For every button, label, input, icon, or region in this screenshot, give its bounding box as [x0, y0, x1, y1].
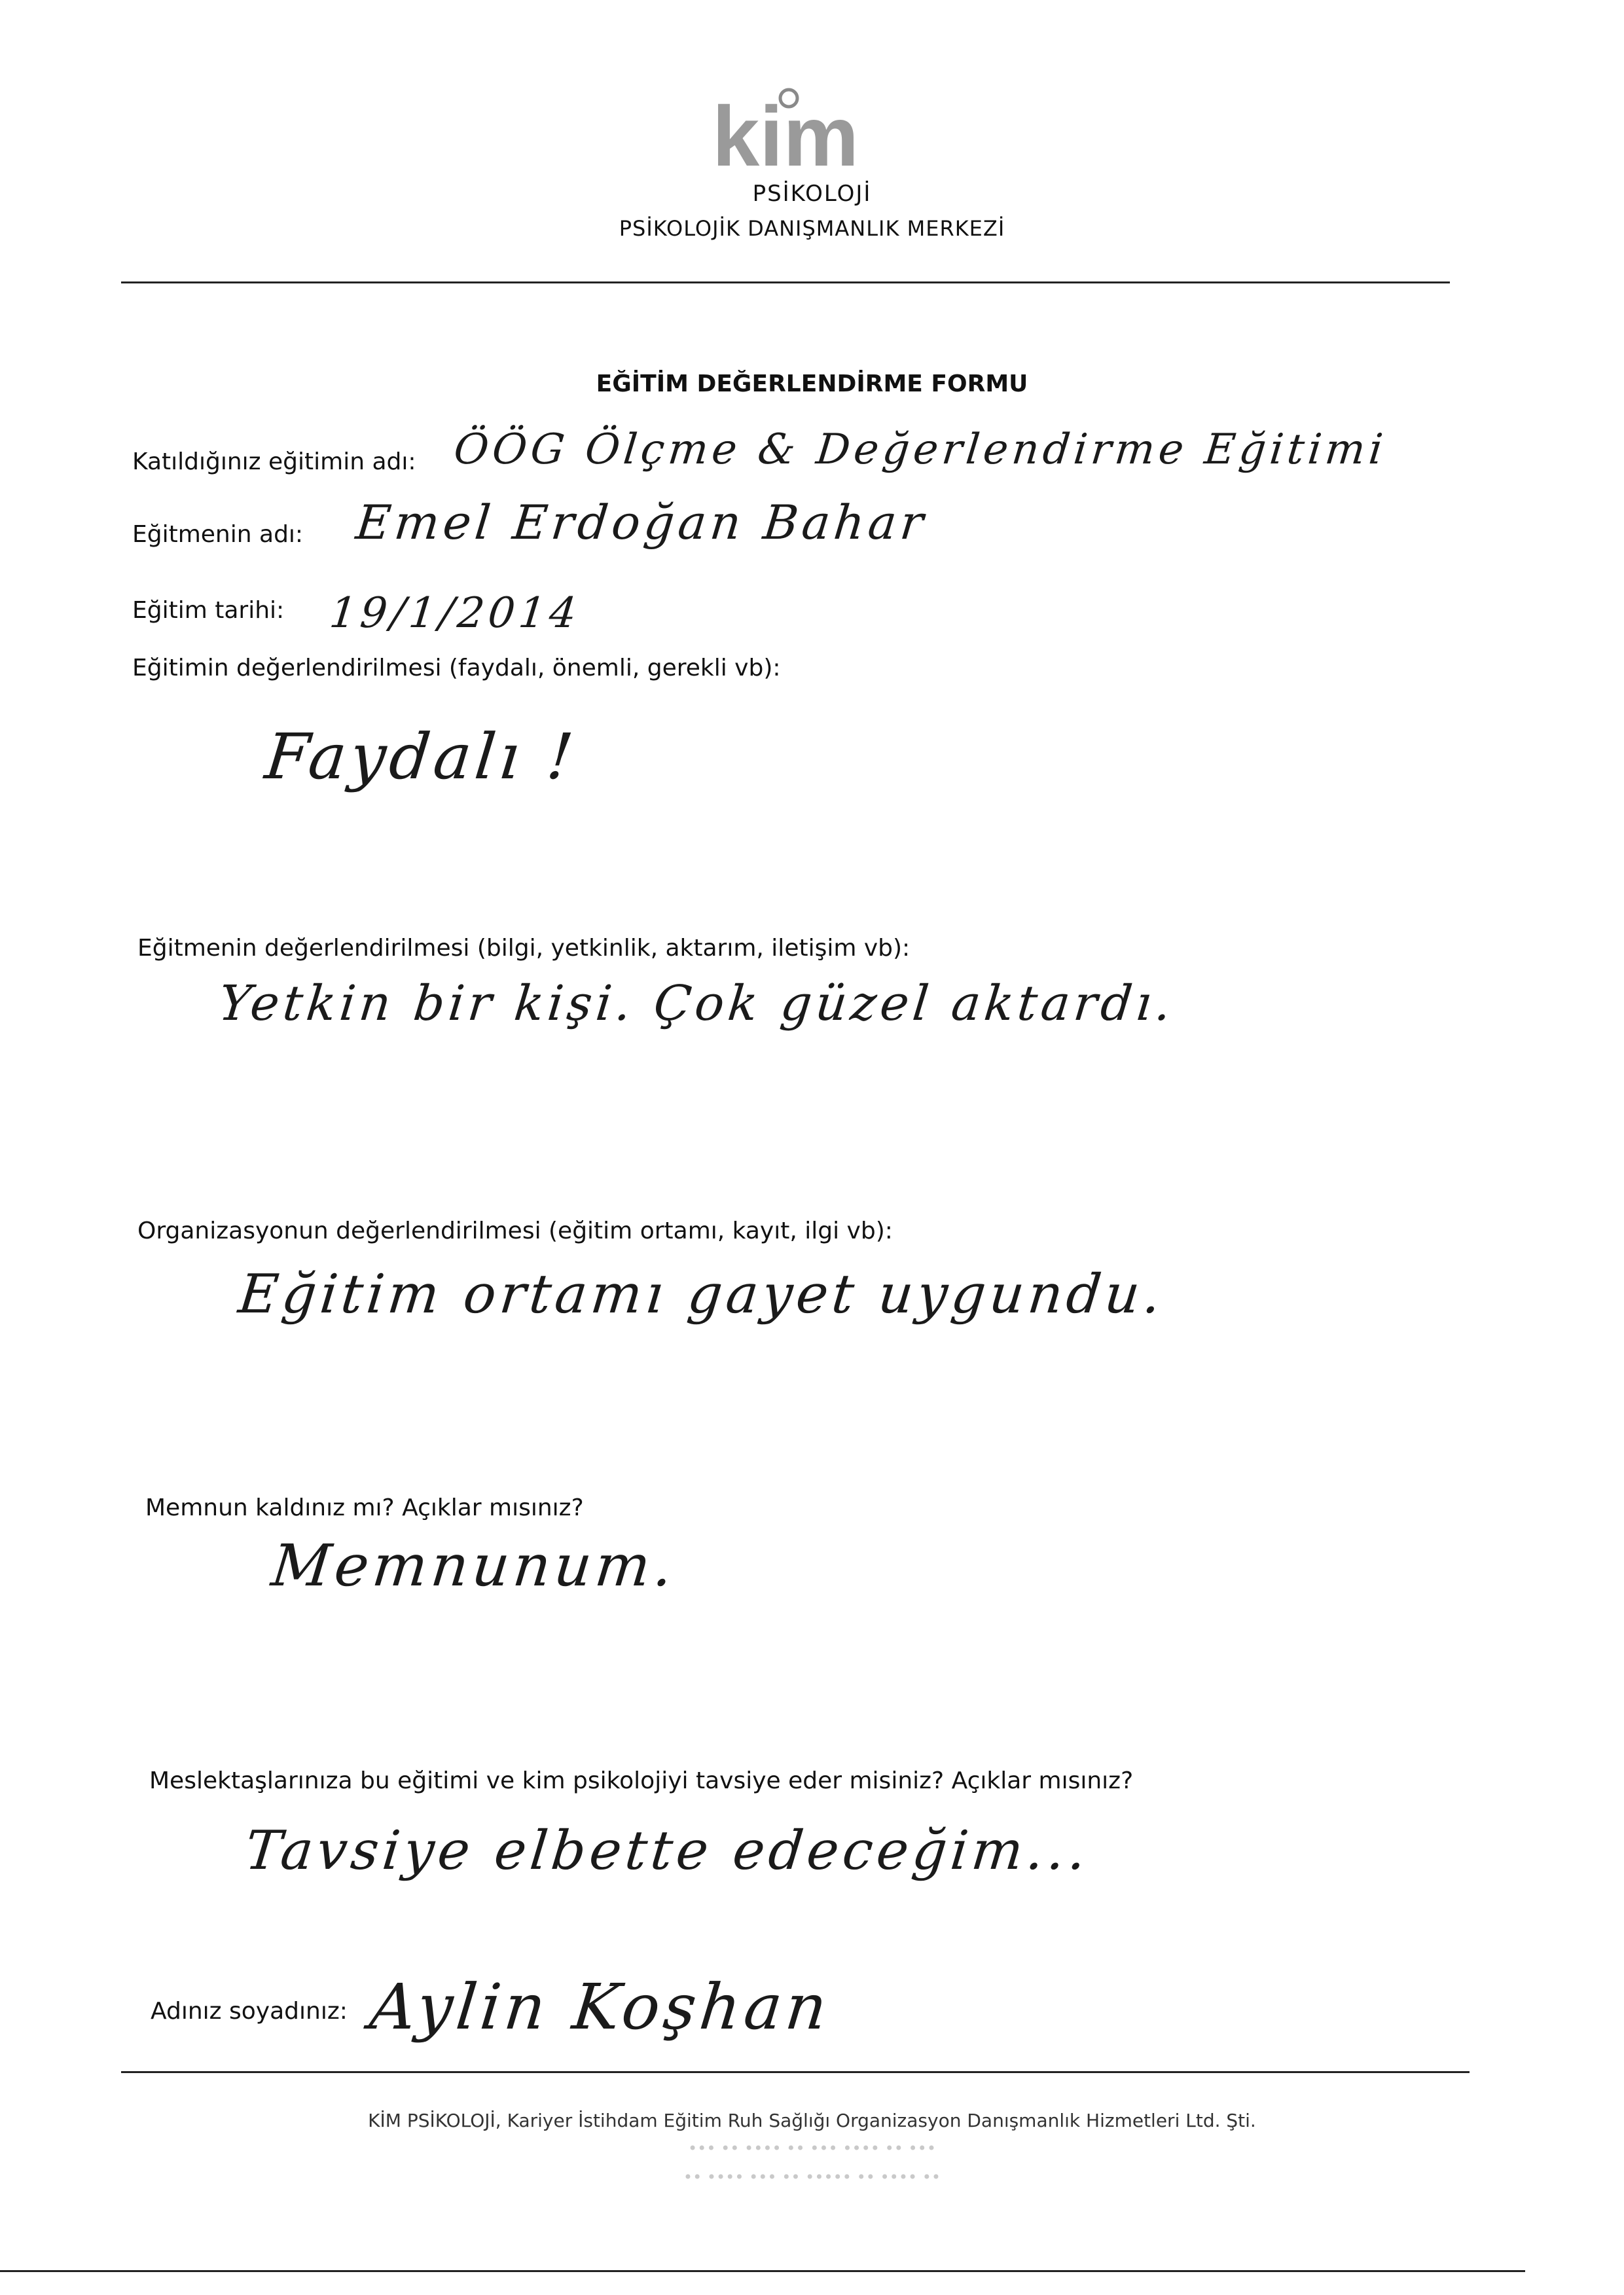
training-name-value: ÖÖG Ölçme & Değerlendirme Eğitimi	[452, 425, 1389, 474]
logo-text: kim	[712, 88, 859, 182]
training-date-label: Eğitim tarihi:	[132, 597, 285, 624]
satisfied-value: Memnunum.	[268, 1532, 680, 1599]
footer-divider	[121, 2071, 1470, 2073]
brand-tagline: PSİKOLOJİK DANIŞMANLIK MERKEZİ	[619, 216, 1005, 241]
full-name-label: Adınız soyadınız:	[151, 1998, 348, 2025]
footer-contact-faint: •• •••• ••• •• ••••• •• •••• ••	[683, 2168, 941, 2186]
recommend-value: Tavsiye elbette edeceğim...	[242, 1820, 1093, 1882]
trainer-name-label: Eğitmenin adı:	[132, 521, 304, 548]
header-divider	[121, 281, 1450, 283]
footer-address-faint: ••• •• •••• •• ••• •••• •• •••	[688, 2139, 936, 2158]
training-evaluation-label: Eğitimin değerlendirilmesi (faydalı, önemli, gerekli vb):	[132, 655, 781, 681]
training-name-label: Katıldığınız eğitimin adı:	[132, 448, 416, 475]
brand-name: PSİKOLOJİ	[752, 181, 872, 207]
recommend-label: Meslektaşlarınıza bu eğitimi ve kim psikolojiyi tavsiye eder misiniz? Açıklar mısınız?	[149, 1767, 1134, 1794]
trainer-name-value: Emel Erdoğan Bahar	[353, 495, 930, 550]
full-name-signature: Aylin Koşhan	[367, 1970, 835, 2044]
page-edge-line	[0, 2270, 1525, 2272]
training-evaluation-value: Faydalı !	[262, 720, 581, 793]
training-date-value: 19/1/2014	[327, 589, 583, 638]
trainer-evaluation-value: Yetkin bir kişi. Çok güzel aktardı.	[216, 975, 1178, 1032]
organization-evaluation-value: Eğitim ortamı gayet uygundu.	[236, 1263, 1168, 1326]
satisfied-label: Memnun kaldınız mı? Açıklar mısınız?	[145, 1494, 584, 1521]
trainer-evaluation-label: Eğitmenin değerlendirilmesi (bilgi, yetkinlik, aktarım, iletişim vb):	[137, 935, 911, 962]
form-title: EĞİTİM DEĞERLENDİRME FORMU	[596, 370, 1028, 397]
kim-logo	[691, 84, 880, 182]
organization-evaluation-label: Organizasyonun değerlendirilmesi (eğitim ortamı, kayıt, ilgi vb):	[137, 1218, 893, 1244]
footer-company: KİM PSİKOLOJİ, Kariyer İstihdam Eğitim Ruh Sağlığı Organizasyon Danışmanlık Hizmetleri Ltd. Şti.	[368, 2110, 1256, 2131]
